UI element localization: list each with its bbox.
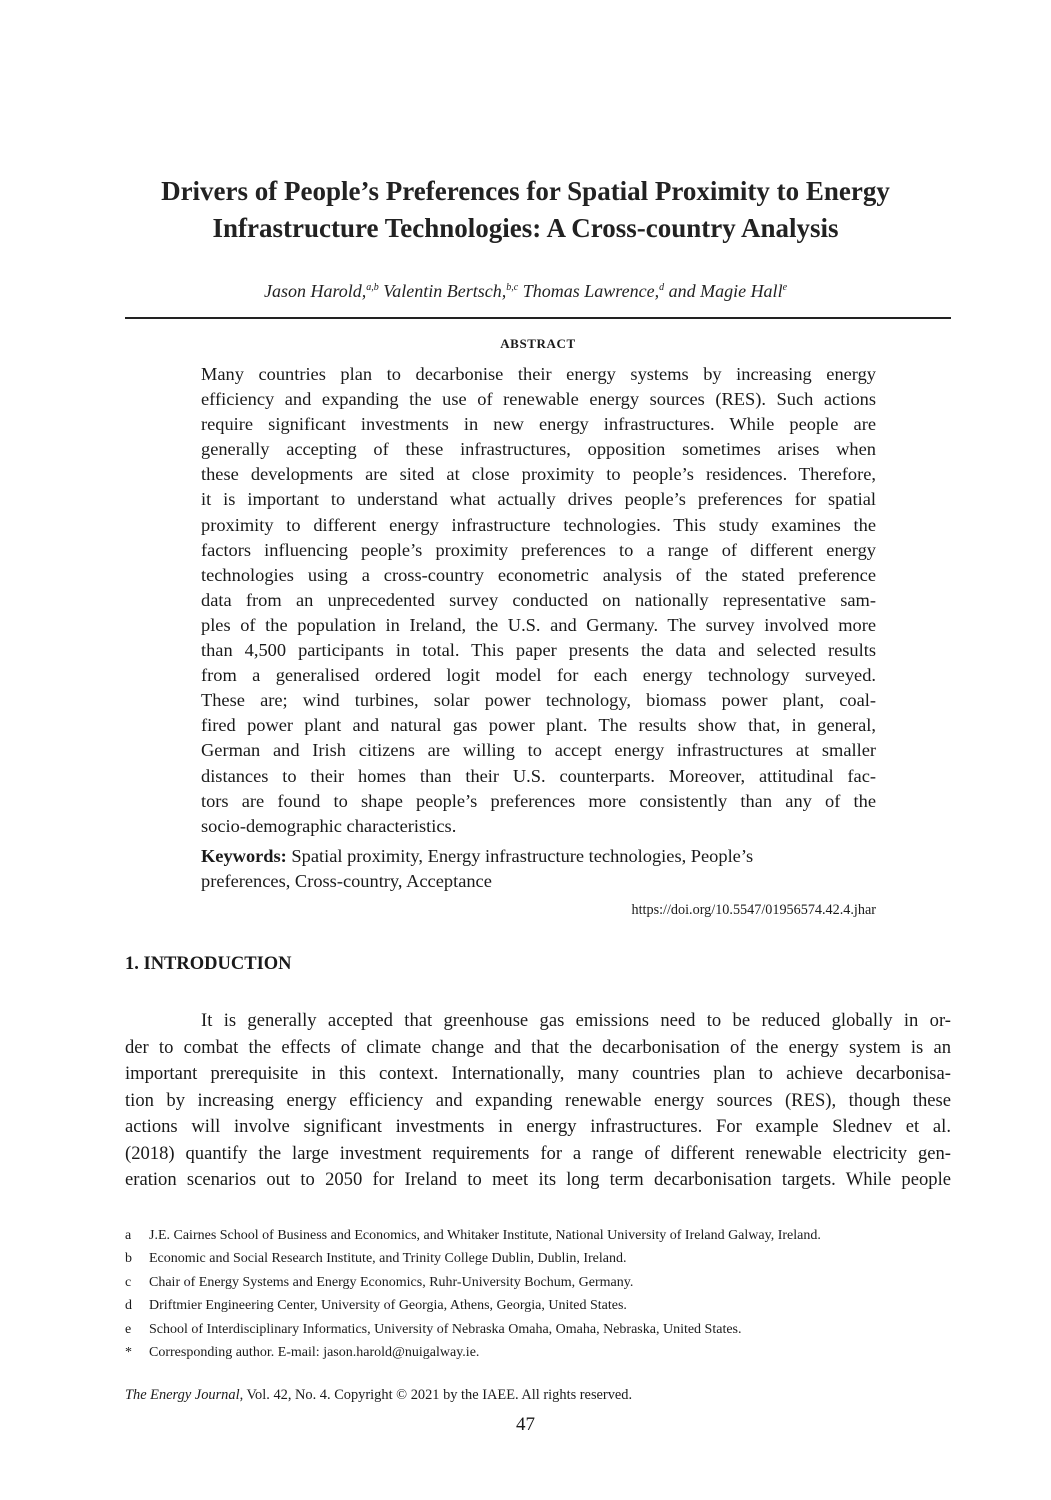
footnote-mark: e	[125, 1321, 132, 1337]
abstract-heading: ABSTRACT	[500, 336, 576, 351]
keywords-block	[201, 844, 876, 894]
body-line: actions will involve significant investments in energy infrastructures. For example Slednev et al.	[125, 1116, 951, 1137]
abstract-line: these developments are sited at close proximity to people’s residences. Therefore,	[201, 464, 876, 485]
footnote	[125, 1318, 951, 1341]
abstract-line: efficiency and expanding the use of renewable energy sources (RES). Such actions	[201, 389, 876, 410]
abstract-line: data from an unprecedented survey conducted on nationally representative sam-	[201, 589, 876, 610]
abstract-line: German and Irish citizens are willing to accept energy infrastructures at smaller	[201, 740, 876, 761]
abstract-line: factors influencing people’s proximity preferences to a range of different energy	[201, 539, 876, 560]
keywords-label: Keywords:	[201, 846, 287, 866]
footnote-mark: d	[125, 1298, 132, 1314]
abstract-line: fired power plant and natural gas power plant. The results show that, in general,	[201, 715, 876, 736]
page-number: 47	[516, 1414, 535, 1435]
author-affiliation: d	[659, 282, 665, 293]
author-affiliation: a,b	[366, 282, 379, 293]
abstract-line: socio-demographic characteristics.	[201, 815, 457, 836]
footnote-mark: *	[125, 1345, 132, 1361]
footnote-text: Chair of Energy Systems and Energy Economics, Ruhr-University Bochum, Germany.	[149, 1274, 634, 1290]
title-line: Drivers of People’s Preferences for Spatial Proximity to Energy	[161, 176, 890, 206]
doi-link[interactable]: https://doi.org/10.5547/01956574.42.4.jhar	[631, 902, 876, 918]
abstract-body	[201, 362, 876, 839]
footnote-text: Driftmier Engineering Center, University of Georgia, Athens, Georgia, United States.	[149, 1298, 627, 1314]
title-divider	[125, 317, 951, 319]
abstract-line: generally accepting of these infrastructures, opposition sometimes arises when	[201, 439, 876, 460]
footnote-mark: a	[125, 1228, 132, 1243]
footnote-mark: c	[125, 1274, 132, 1290]
copyright-text: , Vol. 42, No. 4. Copyright © 2021 by the IAEE. All rights reserved.	[239, 1387, 633, 1403]
journal-name: The Energy Journal	[125, 1387, 240, 1403]
abstract-line: than 4,500 participants in total. This paper presents the data and selected results	[201, 640, 876, 661]
author-list	[100, 281, 951, 302]
keywords-text: Spatial proximity, Energy infrastructure technologies, People’s	[286, 846, 754, 866]
footnote	[125, 1247, 951, 1270]
footnote-text: Corresponding author. E-mail: jason.harold@nuigalway.ie.	[149, 1345, 480, 1361]
footnote-text: J.E. Cairnes School of Business and Economics, and Whitaker Institute, National University of Ireland Galway, Ireland.	[149, 1228, 821, 1243]
footnote	[125, 1341, 951, 1364]
footnote-text: Economic and Social Research Institute, and Trinity College Dublin, Dublin, Ireland.	[149, 1251, 627, 1267]
title-line: Infrastructure Technologies: A Cross-country Analysis	[212, 213, 839, 243]
body-line: tion by increasing energy efficiency and expanding renewable energy sources (RES), though these	[125, 1089, 951, 1111]
journal-footer	[125, 1387, 632, 1404]
footnote	[125, 1294, 951, 1317]
author-name: and Magie Hall	[664, 281, 783, 301]
body-line: important prerequisite in this context. Internationally, many countries plan to achieve decarbonisa-	[125, 1063, 951, 1084]
footnote	[125, 1224, 951, 1247]
author-name: Valentin Bertsch,	[378, 281, 507, 301]
abstract-line: from a generalised ordered logit model for each energy technology surveyed.	[201, 665, 876, 686]
footnote-text: School of Interdisciplinary Informatics, University of Nebraska Omaha, Omaha, Nebraska, United States.	[149, 1321, 742, 1337]
paper-title	[100, 173, 951, 247]
abstract-line: tors are found to shape people’s preferences more consistently than any of the	[201, 790, 876, 811]
keywords-text: preferences, Cross-country, Acceptance	[201, 871, 492, 891]
author-affiliation: b,c	[506, 282, 519, 293]
body-line: (2018) quantify the large investment requirements for a range of different renewable electricity gen-	[125, 1142, 951, 1164]
section-heading: 1. INTRODUCTION	[125, 954, 292, 974]
abstract-line: ples of the population in Ireland, the U.S. and Germany. The survey involved more	[201, 614, 876, 635]
footnote-mark: b	[125, 1251, 132, 1267]
author-name: Thomas Lawrence,	[518, 281, 660, 301]
author-name: Jason Harold,	[263, 281, 367, 301]
author-affiliation: e	[782, 282, 788, 293]
body-line: eration scenarios out to 2050 for Ireland to meet its long term decarbonisation targets. While people	[125, 1169, 951, 1190]
body-line: der to combat the effects of climate change and that the decarbonisation of the energy system is an	[125, 1036, 951, 1058]
abstract-line: These are; wind turbines, solar power technology, biomass power plant, coal-	[201, 690, 876, 711]
introduction-body	[125, 1008, 951, 1194]
footnote	[125, 1271, 951, 1294]
abstract-line: technologies using a cross-country econometric analysis of the stated preference	[201, 564, 876, 585]
abstract-line: proximity to different energy infrastructure technologies. This study examines the	[201, 514, 876, 535]
abstract-line: Many countries plan to decarbonise their energy systems by increasing energy	[201, 364, 876, 384]
abstract-line: require significant investments in new energy infrastructures. While people are	[201, 414, 876, 435]
footnotes	[125, 1224, 951, 1364]
body-line: It is generally accepted that greenhouse gas emissions need to be reduced globally in or-	[201, 1010, 951, 1031]
abstract-line: distances to their homes than their U.S. counterparts. Moreover, attitudinal fac-	[201, 765, 876, 786]
abstract-line: it is important to understand what actually drives people’s preferences for spatial	[201, 489, 876, 510]
